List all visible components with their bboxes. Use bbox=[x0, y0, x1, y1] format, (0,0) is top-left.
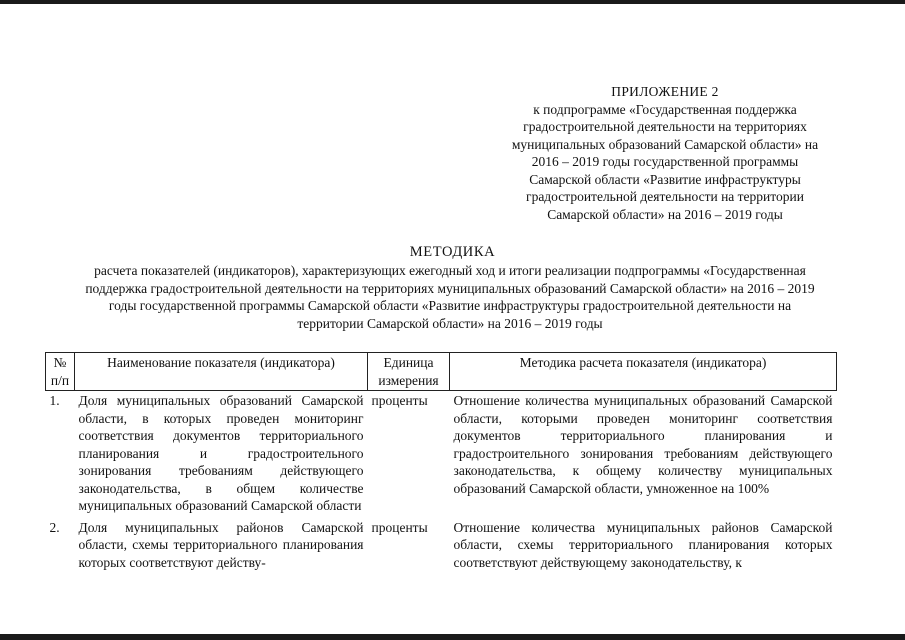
header-unit: Единица измерения bbox=[368, 353, 450, 391]
table-header-row bbox=[46, 353, 837, 391]
appendix-block bbox=[500, 83, 830, 223]
row-unit: проценты bbox=[371, 519, 428, 535]
methodology-title: МЕТОДИКА bbox=[409, 244, 496, 260]
row-indicator-name: Доля муниципальных районов Самарской области, схемы территориального планирования которых соответствуют действу- bbox=[78, 519, 364, 570]
table-row bbox=[46, 518, 837, 575]
row-number: 2. bbox=[49, 519, 60, 535]
scan-top-edge bbox=[0, 0, 905, 4]
methodology-subtitle: расчета показателей (индикаторов), характеризующих ежегодный ход и итоги реализации подпрограммы «Государственная поддержка градостроительной деятельности на территориях муниципальных образований Самарской области» на 2016 – 2019 годы государственной программы Самарской области «Развитие инфраструктуры градостроительной деятельности на территории Самарской области» на 2016 – 2019 годы bbox=[85, 263, 815, 331]
scan-bottom-edge bbox=[0, 634, 905, 640]
appendix-text: к подпрограмме «Государственная поддержка градостроительной деятельности на территориях муниципальных образований Самарской области» на 2016 – 2019 годы государственной программы Самарской области «Развитие инфраструктуры градостроительной деятельности на территории Самарской области» на 2016 – 2019 годы bbox=[511, 101, 819, 222]
header-number: № п/п bbox=[46, 353, 75, 391]
table-row bbox=[46, 391, 837, 518]
row-unit: проценты bbox=[371, 393, 428, 408]
row-calculation-method: Отношение количества муниципальных районов Самарской области, схемы территориального планирования которых соответствуют действующему законодательству, к bbox=[453, 519, 833, 570]
row-indicator-name: Доля муниципальных образований Самарской области, в которых проведен мониторинг соответствия документов территориального планирования и градостроительного зонирования требованиям действующего законодательства, в общем количестве муниципальных образований Самарской области bbox=[78, 393, 364, 513]
row-number: 1. bbox=[49, 393, 60, 408]
appendix-title: ПРИЛОЖЕНИЕ 2 bbox=[611, 84, 719, 99]
header-indicator-name: Наименование показателя (индикатора) bbox=[75, 353, 368, 391]
header-calculation-method: Методика расчета показателя (индикатора) bbox=[450, 353, 837, 391]
indicators-table bbox=[45, 352, 837, 574]
row-calculation-method: Отношение количества муниципальных образований Самарской области, которыми проведен мониторинг соответствия документов территориального планирования и градостроительного зонирования требованиям действующего законодательства, к общему количеству муниципальных образований Самарской области, умноженное на 100% bbox=[453, 393, 833, 496]
